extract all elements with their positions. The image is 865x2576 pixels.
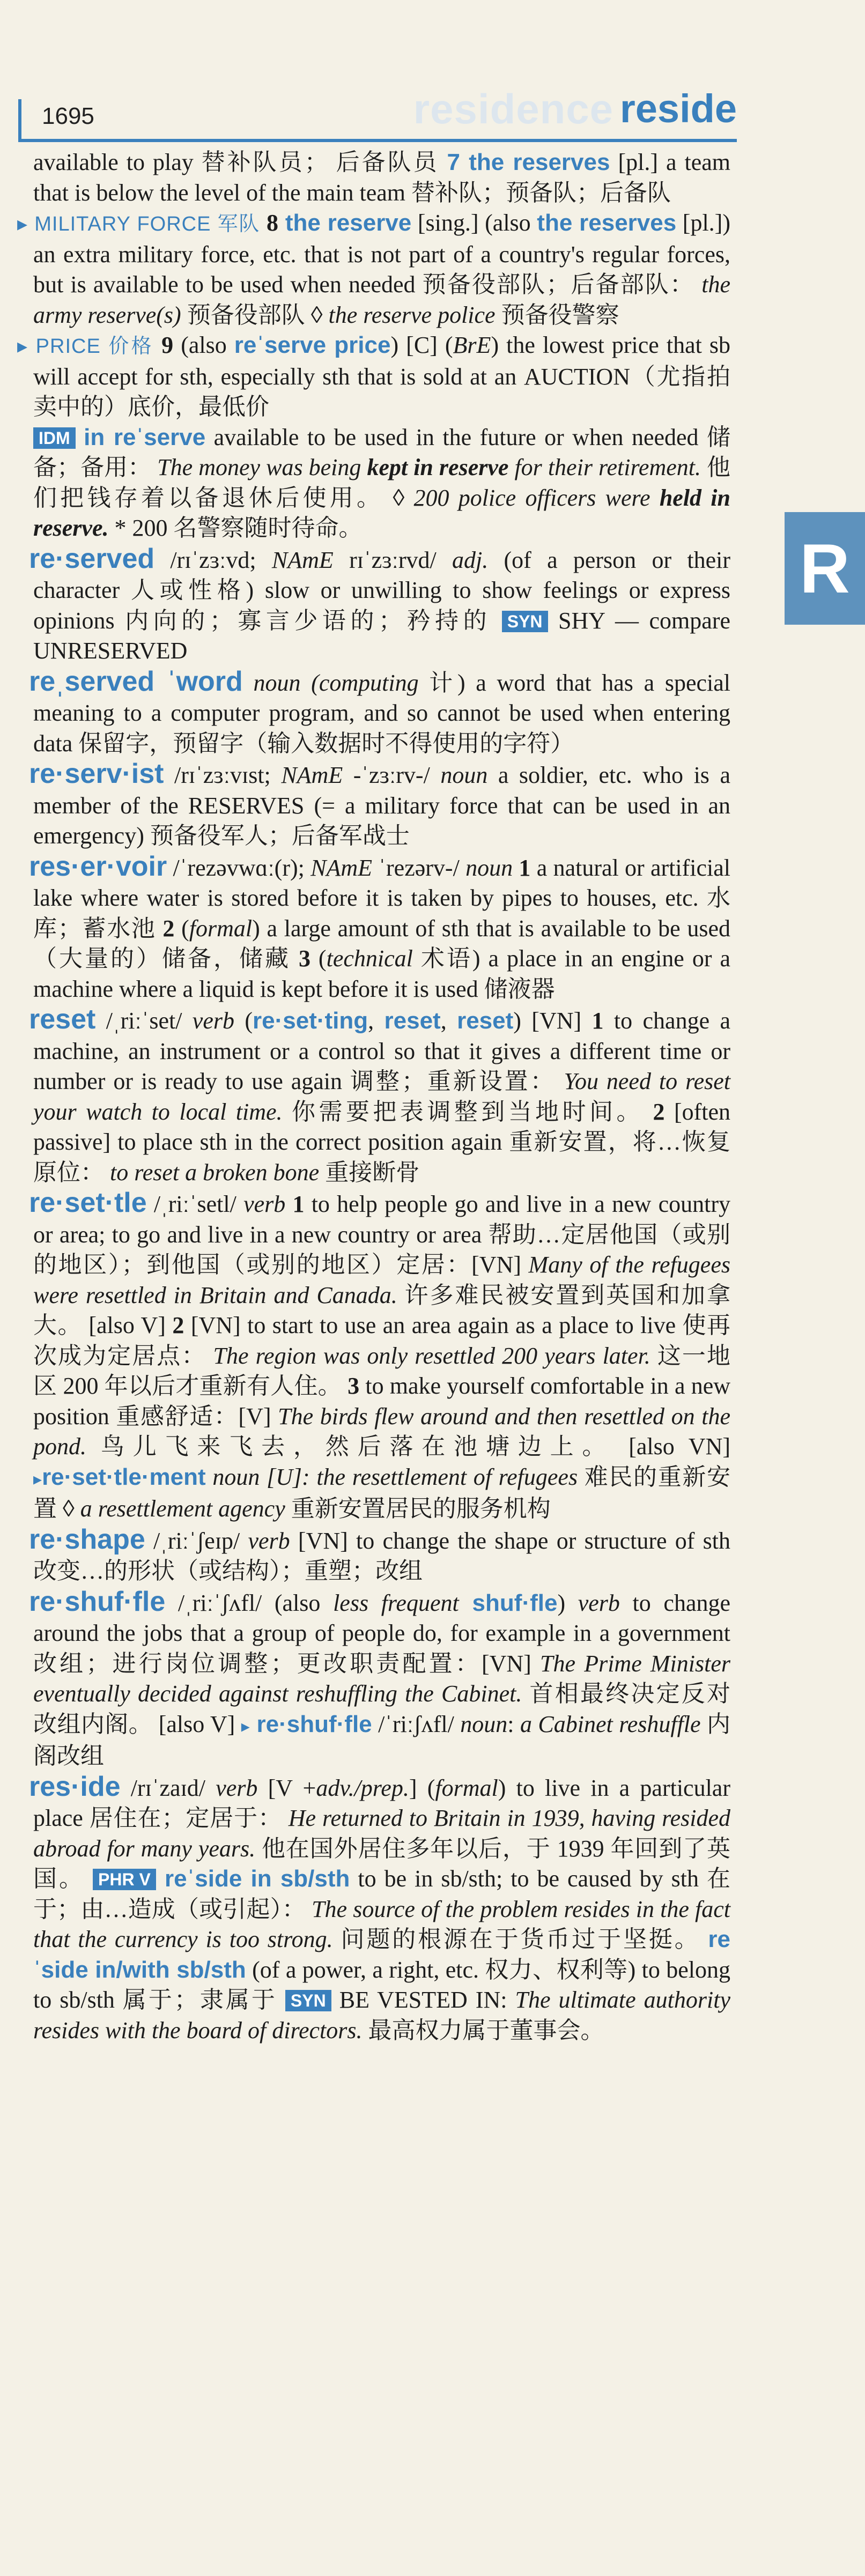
pronunciation: -ˈzɜːrv-/	[343, 762, 441, 788]
definition: to be in sb/sth; to be caused by sth 在于；由…造成（或引起）：	[33, 1866, 731, 1922]
sense-headword: 7 the reserves	[447, 149, 610, 175]
pronunciation: /ˈriːʃʌfl/	[372, 1711, 461, 1737]
example: The source of the problem resides in the fact that the currency is too strong.	[33, 1896, 731, 1952]
part-of-speech: noun	[440, 762, 488, 788]
definition: to change around the jobs that a group of people do, for example in a government 改组；进行岗位调整；更改职责配置：[VN]	[33, 1589, 730, 1677]
entry-reservoir	[29, 850, 731, 1005]
idiom-headword: in reˈserve	[84, 424, 206, 450]
entry-resettle	[29, 1187, 731, 1524]
example: a resettlement agency	[80, 1496, 285, 1522]
translation: （尤指拍卖中的）底价，最低价	[33, 363, 730, 420]
definition: to help people go and live in a new country or area; to go and live in a new country or area 帮助…定居他国（或别的地区）；到他国（或别的地区）定居：[VN]	[33, 1191, 731, 1278]
translation: 内阁改组	[33, 1711, 731, 1769]
example: the army reserve(s)	[33, 271, 730, 328]
entry-reset	[29, 1004, 731, 1188]
example: The ultimate authority resides with the board of directors.	[33, 1987, 730, 2044]
translation: 重接断骨	[319, 1159, 420, 1186]
example: the resettlement of refugees	[309, 1463, 578, 1490]
definition: [often passive] to place sth in the correct position again 重新安置，将…恢复原位：	[33, 1098, 731, 1186]
sense-number: 8	[267, 210, 279, 236]
letter-thumb-tab	[785, 512, 865, 625]
phrasal-verb-headword: reˈside in sb/sth	[156, 1866, 350, 1892]
example: You need to reset your watch to local time.	[33, 1068, 730, 1125]
derivative-headword: re·set·tle·ment	[42, 1463, 206, 1490]
synonym: SHY — compare	[548, 607, 730, 634]
part-of-speech: verb	[192, 1008, 234, 1034]
definition: ) a large amount of sth that is available to be used（大量的）储备，储藏	[33, 915, 731, 972]
sense-headword: the reserves	[537, 210, 677, 236]
text: available to play 替补队员； 后备队员	[33, 149, 447, 175]
grammar-pattern: [V +	[257, 1774, 316, 1801]
sense-headword: the reserve	[278, 210, 412, 236]
translation: (= a military force that can be used in an emergency) 预备役军人；后备军战士	[33, 792, 730, 849]
part-of-speech: noun (computing	[242, 669, 419, 696]
grammar-pattern: adv./prep.	[316, 1774, 409, 1801]
label: less frequent	[333, 1589, 459, 1616]
header-horizontal-rule	[18, 139, 737, 142]
translation: 他在国外居住多年以后，于 1939 年回到了英国。	[33, 1835, 731, 1892]
translation: 你需要把表调整到当地时间。	[282, 1098, 653, 1125]
entry-reshape	[29, 1523, 730, 1587]
inflection: reset	[457, 1008, 514, 1034]
label: formal	[435, 1774, 498, 1801]
label: technical	[326, 945, 413, 972]
example-bold: held in reserve.	[33, 484, 730, 541]
text: [pl.] a team that is below the level of the main team 替补队；预备队；后备队	[33, 149, 730, 206]
cross-reference: AUCTION	[523, 363, 630, 390]
entry-reserved	[29, 543, 731, 667]
part-of-speech: adj.	[452, 546, 489, 573]
pronunciation: /ˌriːˈʃeɪp/	[145, 1527, 248, 1554]
sense-number: 1	[285, 1191, 305, 1217]
guide-word: reside	[619, 86, 737, 131]
headword: re·set·tle	[29, 1187, 147, 1218]
page-header	[18, 80, 737, 142]
example: He returned to Britain in 1939, having resided abroad for many years.	[33, 1805, 731, 1862]
part-of-speech: noun [U]:	[205, 1463, 310, 1490]
sense-price	[17, 330, 731, 423]
idiom-badge: IDM	[33, 427, 76, 449]
entry-reservist	[29, 758, 730, 852]
definition: (of a person or their character 人或性格) slow or unwilling to show feelings or express opinions 内向的；寡言少语的；矜持的	[33, 546, 731, 634]
headword: res·ide	[29, 1771, 121, 1802]
part-of-speech: noun	[465, 854, 513, 881]
definition: [pl.]) an extra military force, etc. that is not part of a country's regular forces, but is available to be used when needed 预备役部队；后备部队：	[33, 210, 730, 298]
definition: to change a machine, an instrument or a control so that it gives a different time or number or is ready to use again 调整；重新设置：	[33, 1008, 730, 1094]
text: ] (	[409, 1774, 435, 1801]
text: (	[310, 945, 327, 972]
label: NAmE	[281, 762, 343, 788]
label: formal	[189, 915, 253, 942]
definition: 术语) a place in an engine or a machine where a liquid is kept before it is used 储液器	[33, 945, 731, 1002]
synonym-badge: SYN	[502, 611, 548, 632]
sense-headword: reˈserve price	[234, 332, 391, 358]
inflection: re·set·ting	[253, 1008, 368, 1034]
headword: reˌserved ˈword	[29, 665, 243, 697]
derivative-arrow-icon: ▸	[33, 1469, 42, 1489]
sense-number: 3	[348, 1373, 360, 1399]
translation: 最高权力属于董事会。	[362, 2017, 604, 2044]
sense-number: 2	[172, 1312, 184, 1338]
pronunciation: ˈrezərv-/	[372, 854, 466, 881]
example: The money was being	[151, 454, 367, 480]
pronunciation: /rɪˈzɜːvɪst;	[164, 762, 282, 788]
part-of-speech: verb	[248, 1527, 290, 1554]
entry-reside	[29, 1771, 731, 2046]
header-vertical-rule	[18, 99, 21, 142]
thumb-tab-letter: R	[800, 529, 850, 608]
text: :	[500, 1987, 507, 2013]
sense-continuation	[33, 147, 730, 208]
pronunciation: rɪˈzɜːrvd/	[333, 546, 452, 573]
sense-number: 1	[513, 854, 531, 881]
sense-number: 9	[161, 332, 174, 358]
translation: 预备役部队 ◊	[181, 301, 329, 328]
pronunciation: /ˌriːˈʃʌfl/ (also	[165, 1589, 334, 1616]
section-label: ▸ MILITARY FORCE 军队	[17, 213, 267, 235]
definition: 计) a word that has a special meaning to a computer program, and so cannot be used when entering data 保留字，预留字（输入数据时不得使用的字符）	[33, 669, 730, 757]
section-label: ▸ PRICE 价格	[17, 335, 162, 358]
sense-number: 3	[298, 945, 310, 972]
label: NAmE	[310, 854, 373, 881]
definition: ) to live in a particular place 居住在；定居于：	[33, 1774, 730, 1831]
definition: [VN] to change the shape or structure of sth 改变…的形状（或结构）；重塑；改组	[33, 1527, 730, 1584]
translation: 这一地区 200 年以后才重新有人住。	[33, 1342, 730, 1399]
pronunciation: /rɪˈzaɪd/	[120, 1774, 216, 1801]
example: 200 police officers were	[413, 484, 660, 511]
pronunciation: /ˌriːˈset/	[95, 1008, 193, 1034]
synonym: BE VESTED IN	[339, 1987, 501, 2013]
headword: reset	[29, 1004, 96, 1035]
text	[331, 1987, 339, 2013]
label: NAmE	[271, 546, 334, 573]
definition: a natural or artificial lake where water is stored before it is taken by pipes to houses, etc. 水库；蓄水池	[33, 854, 731, 942]
definition: ) the lowest price that sb will accept for sth, especially sth that is sold at an	[33, 332, 731, 390]
sense-number: 2	[653, 1098, 665, 1125]
phrasal-verb-headword: reˈside in/with sb/sth	[33, 1926, 731, 1983]
headword: res·er·voir	[29, 850, 167, 882]
part-of-speech: noun	[460, 1711, 508, 1737]
sense-military-force	[17, 208, 730, 330]
example: a Cabinet reshuffle	[514, 1711, 701, 1737]
dictionary-column	[17, 147, 731, 2046]
sense-number: 1	[592, 1008, 604, 1034]
example: for their retirement.	[508, 454, 701, 480]
text: ,	[368, 1008, 385, 1034]
inflection: reset	[384, 1008, 441, 1034]
text: ) [C] (	[390, 332, 453, 358]
entry-reserved-word	[29, 665, 730, 759]
example-bold: kept in reserve	[367, 454, 509, 480]
page-number: 1695	[42, 103, 94, 129]
translation: 问题的根源在于货币过于坚挺。	[332, 1926, 708, 1952]
definition: a soldier, etc. who is a member of the	[33, 762, 730, 819]
definition: available to be used in the future or when needed 储备；备用：	[33, 424, 731, 480]
ghost-guide-word: residence	[413, 85, 613, 132]
text: )	[557, 1589, 578, 1616]
part-of-speech: verb	[578, 1589, 620, 1616]
definition: to make yourself comfortable in a new position 重感舒适：[V]	[33, 1373, 730, 1430]
label: BrE	[453, 332, 491, 358]
headword: re·serv·ist	[29, 758, 164, 789]
pronunciation: /ˈrezəvwɑː(r);	[167, 854, 311, 881]
text: [sing.] (also	[411, 210, 537, 236]
text: :	[507, 1711, 514, 1737]
translation: 首相最终决定反对改组内阁。 [also V]	[33, 1681, 731, 1737]
idiom-in-reserve	[33, 423, 730, 544]
headword: re·shape	[29, 1523, 145, 1555]
pronunciation: /rɪˈzɜːvd;	[154, 546, 272, 573]
headword: re·shuf·fle	[29, 1586, 166, 1617]
translation: 重新安置居民的服务机构	[285, 1496, 551, 1522]
text: ) [VN]	[513, 1008, 592, 1034]
example: The birds flew around and then resettled on the pond.	[33, 1403, 730, 1460]
derivative-headword: re·shuf·fle	[249, 1711, 372, 1737]
part-of-speech: verb	[243, 1191, 286, 1217]
example: the reserve police	[328, 301, 496, 328]
synonym-badge: SYN	[285, 1990, 331, 2011]
sense-number: 2	[162, 915, 175, 942]
translation: 他们把钱存着以备退休后使用。 ◊	[33, 454, 731, 511]
pronunciation: /ˌriːˈsetl/	[146, 1191, 244, 1217]
part-of-speech: verb	[216, 1774, 258, 1801]
translation: 难民的重新安置 ◊	[33, 1463, 730, 1522]
example: The region was only resettled 200 years later.	[206, 1342, 650, 1369]
translation: 预备役警察	[495, 301, 619, 328]
entry-reshuffle	[29, 1586, 731, 1772]
text: (	[174, 915, 189, 942]
translation: 鸟儿飞来飞去，然后落在池塘边上。 [also VN]	[86, 1433, 730, 1460]
phrasal-verb-badge: PHR V	[93, 1869, 156, 1890]
definition: (of a power, a right, etc. 权力、权利等) to belong to sb/sth 属于；隶属于	[33, 1956, 730, 2013]
variant-headword: shuf·fle	[459, 1589, 558, 1616]
translation: 许多难民被安置到英国和加拿大。 [also V]	[33, 1282, 730, 1338]
cross-reference: RESERVES	[188, 792, 305, 819]
example: The Prime Minister eventually decided against reshuffling the Cabinet.	[33, 1650, 730, 1707]
text: (also	[173, 332, 234, 358]
example: Many of the refugees were resettled in Britain and Canada.	[33, 1252, 730, 1308]
text: ,	[440, 1008, 457, 1034]
example: to reset a broken bone	[104, 1159, 320, 1186]
translation: * 200 名警察随时待命。	[108, 515, 363, 541]
derivative-arrow-icon: ▸	[241, 1716, 250, 1736]
cross-reference: UNRESERVED	[33, 638, 188, 664]
text: (	[234, 1008, 253, 1034]
headword: re·served	[29, 543, 155, 574]
definition: [VN] to start to use an area again as a place to live 使再次成为定居点：	[33, 1312, 730, 1369]
